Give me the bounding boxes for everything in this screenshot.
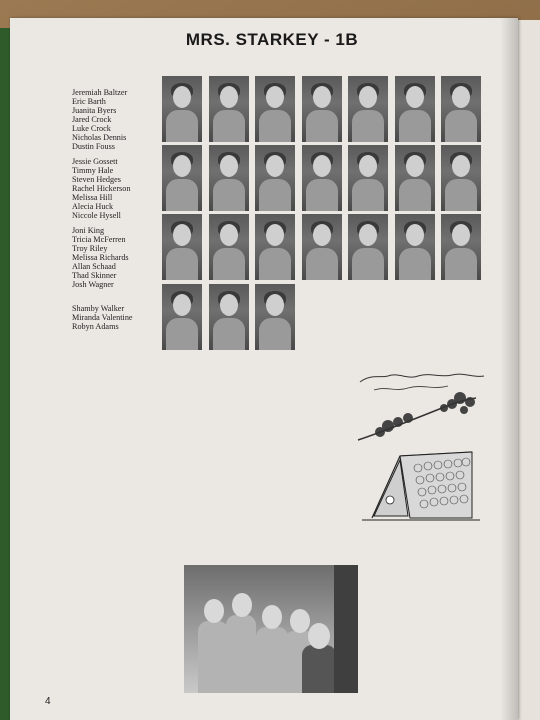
portrait-head <box>359 86 377 108</box>
student-name: Miranda Valentine <box>72 313 133 322</box>
student-name: Shamby Walker <box>72 304 125 313</box>
portrait-body <box>213 318 245 350</box>
student-portrait <box>348 214 388 280</box>
group-photo <box>184 565 358 693</box>
group-photo-adult <box>334 565 358 693</box>
portrait-body <box>306 248 338 280</box>
student-portrait <box>441 145 481 211</box>
student-portrait <box>348 145 388 211</box>
portrait-head <box>406 224 424 246</box>
student-name: Melissa Hill <box>72 193 113 202</box>
portrait-body <box>166 248 198 280</box>
portrait-body <box>306 179 338 211</box>
portrait-head <box>313 155 331 177</box>
portrait-body <box>259 179 291 211</box>
portrait-body <box>445 110 477 142</box>
group-photo-child <box>302 645 336 693</box>
portrait-body <box>213 248 245 280</box>
student-name: Allan Schaad <box>72 262 116 271</box>
portrait-head <box>406 86 424 108</box>
group-photo-child-head <box>232 593 252 617</box>
student-name: Eric Barth <box>72 97 106 106</box>
portrait-body <box>352 110 384 142</box>
student-name: Josh Wagner <box>72 280 114 289</box>
student-portrait <box>162 214 202 280</box>
student-name: Jeremiah Baltzer <box>72 88 128 97</box>
portrait-body <box>166 110 198 142</box>
portrait-body <box>352 179 384 211</box>
portrait-body <box>166 179 198 211</box>
portrait-body <box>445 248 477 280</box>
student-name: Niccole Hysell <box>72 211 121 220</box>
student-portrait <box>255 76 295 142</box>
portrait-body <box>259 110 291 142</box>
class-title: MRS. STARKEY - 1B <box>185 30 359 49</box>
group-photo-child <box>198 621 228 693</box>
student-name: Luke Crock <box>72 124 111 133</box>
student-portrait <box>209 145 249 211</box>
student-portrait <box>255 284 295 350</box>
name-list-row-4 <box>72 304 133 331</box>
portrait-head <box>173 155 191 177</box>
portrait-head <box>220 224 238 246</box>
portrait-head <box>266 86 284 108</box>
portrait-head <box>359 155 377 177</box>
student-name: Melissa Richards <box>72 253 129 262</box>
name-list-row-3 <box>72 226 129 289</box>
student-portrait <box>209 76 249 142</box>
student-name: Juanita Byers <box>72 106 117 115</box>
portrait-head <box>452 86 470 108</box>
page-number: 4 <box>45 696 51 707</box>
name-list-row-2 <box>72 157 130 220</box>
portrait-head <box>313 224 331 246</box>
student-name: Troy Riley <box>72 244 108 253</box>
student-name: Thad Skinner <box>72 271 117 280</box>
portrait-head <box>266 294 284 316</box>
portrait-head <box>452 224 470 246</box>
student-portrait <box>395 145 435 211</box>
student-portrait <box>441 76 481 142</box>
portrait-body <box>213 110 245 142</box>
portrait-head <box>173 294 191 316</box>
student-portrait <box>255 214 295 280</box>
student-portrait <box>441 214 481 280</box>
portrait-head <box>452 155 470 177</box>
name-list-row-1 <box>72 88 127 151</box>
student-portrait <box>162 284 202 350</box>
portrait-body <box>166 318 198 350</box>
student-portrait <box>209 214 249 280</box>
portrait-body <box>445 179 477 211</box>
portrait-head <box>220 86 238 108</box>
student-portrait <box>162 76 202 142</box>
student-name: Jared Crock <box>72 115 112 124</box>
portrait-body <box>399 248 431 280</box>
portrait-body <box>259 318 291 350</box>
portrait-head <box>173 86 191 108</box>
group-photo-child-head <box>308 623 330 649</box>
student-portrait <box>255 145 295 211</box>
group-photo-child <box>226 615 256 693</box>
portrait-body <box>259 248 291 280</box>
student-name: Rachel Hickerson <box>72 184 131 193</box>
student-name: Alecia Huck <box>72 202 114 211</box>
student-portrait <box>348 76 388 142</box>
portrait-head <box>313 86 331 108</box>
group-photo-child-head <box>290 609 310 633</box>
portrait-head <box>266 224 284 246</box>
student-name: Steven Hedges <box>72 175 121 184</box>
tent-illustration <box>352 368 490 528</box>
student-name: Dustin Fouss <box>72 142 115 151</box>
portrait-head <box>220 155 238 177</box>
student-portrait <box>302 145 342 211</box>
student-portrait <box>302 76 342 142</box>
student-portrait <box>395 214 435 280</box>
portrait-head <box>220 294 238 316</box>
student-portrait <box>395 76 435 142</box>
portrait-head <box>173 224 191 246</box>
page-curl-shadow <box>500 18 518 720</box>
portrait-body <box>213 179 245 211</box>
portrait-body <box>399 110 431 142</box>
portrait-body <box>306 110 338 142</box>
student-name: Tricia McFerren <box>72 235 126 244</box>
group-photo-child-head <box>262 605 282 629</box>
portrait-body <box>352 248 384 280</box>
portrait-body <box>399 179 431 211</box>
student-name: Nicholas Dennis <box>72 133 127 142</box>
portrait-head <box>266 155 284 177</box>
student-name: Jessie Gossett <box>72 157 118 166</box>
student-name: Joni King <box>72 226 105 235</box>
portrait-head <box>406 155 424 177</box>
student-name: Timmy Hale <box>72 166 114 175</box>
group-photo-child-head <box>204 599 224 623</box>
student-portrait <box>209 284 249 350</box>
student-name: Robyn Adams <box>72 322 119 331</box>
portrait-head <box>359 224 377 246</box>
student-portrait <box>302 214 342 280</box>
student-portrait <box>162 145 202 211</box>
